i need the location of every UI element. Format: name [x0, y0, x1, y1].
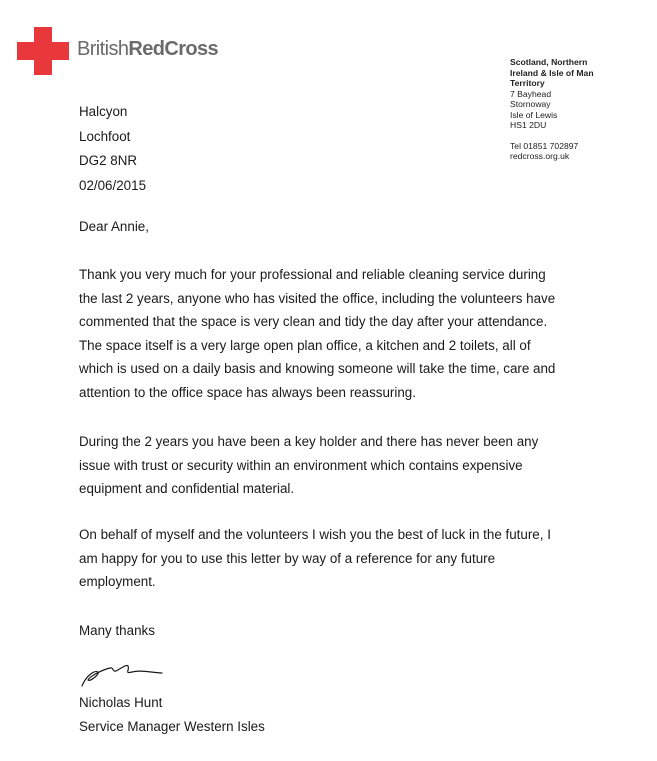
- sender-region-line: Scotland, Northern: [510, 57, 588, 67]
- british-red-cross-logo: [17, 27, 257, 77]
- signatory-title: Service Manager Western Isles: [79, 719, 265, 734]
- sender-website: redcross.org.uk: [510, 151, 570, 161]
- body-paragraph-2: [79, 430, 599, 501]
- logo-word-british: British: [77, 38, 129, 60]
- paragraph-line: attention to the office space has always been reassuring.: [79, 384, 416, 400]
- red-cross-icon: [17, 27, 69, 75]
- paragraph-line: issue with trust or security within an environment which contains expensive: [79, 457, 523, 473]
- recipient-line: Lochfoot: [79, 128, 131, 144]
- body-paragraph-3: [79, 523, 599, 594]
- paragraph-line: During the 2 years you have been a key holder and there has never been any: [79, 434, 539, 449]
- signatory-name: Nicholas Hunt: [79, 695, 163, 710]
- sender-address-line: Stornoway: [510, 99, 551, 109]
- spacer: [510, 131, 650, 141]
- sender-region-line: Territory: [510, 78, 545, 88]
- paragraph-line: The space itself is a very large open plan office, a kitchen and 2 toilets, all of: [79, 337, 531, 353]
- paragraph-line: employment.: [79, 574, 156, 589]
- handwritten-signature: [76, 656, 166, 690]
- paragraph-line: commented that the space is very clean and tidy the day after your attendance.: [79, 314, 548, 329]
- recipient-address-block: [79, 100, 146, 198]
- signatory-block: [79, 691, 265, 739]
- paragraph-line: which is used on a daily basis and knowing someone will take the time, care and: [79, 361, 556, 376]
- logo-wordmark: [77, 38, 218, 61]
- paragraph-line: On behalf of myself and the volunteers I wish you the best of luck in the future, I: [79, 527, 551, 542]
- sender-address-block: [510, 57, 650, 162]
- logo-word-redcross: RedCross: [128, 38, 219, 60]
- sender-address-line: Isle of Lewis: [510, 109, 558, 120]
- sender-address-line: HS1 2DU: [510, 120, 547, 130]
- paragraph-line: am happy for you to use this letter by way of a reference for any future: [79, 550, 496, 566]
- sender-region-line: Ireland & Isle of Man: [510, 67, 594, 78]
- body-paragraph-1: [79, 263, 599, 404]
- sender-address-line: 7 Bayhead: [510, 88, 552, 99]
- salutation: Dear Annie,: [79, 219, 149, 234]
- letter-date: 02/06/2015: [79, 177, 147, 193]
- recipient-line: Halcyon: [79, 104, 128, 119]
- closing-line: Many thanks: [79, 623, 155, 638]
- paragraph-line: Thank you very much for your professional and reliable cleaning service during: [79, 267, 546, 282]
- sender-telephone: Tel 01851 702897: [510, 140, 579, 151]
- recipient-line: DG2 8NR: [79, 153, 138, 168]
- paragraph-line: the last 2 years, anyone who has visited the office, including the volunteers have: [79, 290, 556, 306]
- paragraph-line: equipment and confidential material.: [79, 481, 295, 496]
